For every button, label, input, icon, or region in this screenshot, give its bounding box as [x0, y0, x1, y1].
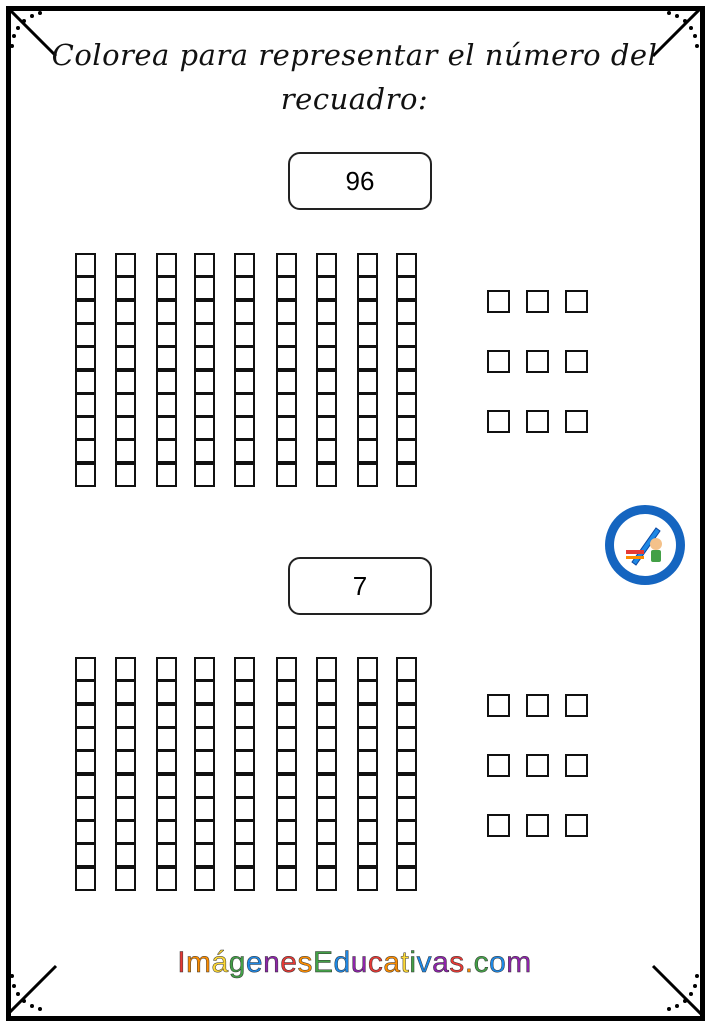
rod-unit-square[interactable]	[75, 300, 96, 324]
rod-unit-square[interactable]	[357, 393, 378, 417]
rod-unit-square[interactable]	[115, 750, 136, 774]
rod-unit-square[interactable]	[75, 820, 96, 844]
rod-unit-square[interactable]	[316, 843, 337, 867]
rod-unit-square[interactable]	[357, 797, 378, 821]
rod-unit-square[interactable]	[234, 439, 255, 463]
instruction-title-line-1: Colorea para representar el número del	[51, 38, 658, 72]
rod-unit-square[interactable]	[75, 463, 96, 487]
rod-unit-square[interactable]	[75, 276, 96, 300]
rod-unit-square[interactable]	[396, 393, 417, 417]
rod-unit-square[interactable]	[234, 867, 255, 891]
rod-unit-square[interactable]	[357, 704, 378, 728]
rod-unit-square[interactable]	[396, 704, 417, 728]
rod-unit-square[interactable]	[234, 750, 255, 774]
loose-unit-square[interactable]	[526, 754, 549, 777]
rod-unit-square[interactable]	[357, 253, 378, 277]
rod-unit-square[interactable]	[75, 346, 96, 370]
rod-unit-square[interactable]	[194, 843, 215, 867]
rod-unit-square[interactable]	[115, 393, 136, 417]
rod-unit-square[interactable]	[316, 416, 337, 440]
rod-unit-square[interactable]	[234, 323, 255, 347]
loose-unit-square[interactable]	[526, 350, 549, 373]
rod-unit-square[interactable]	[156, 727, 177, 751]
imagenes-educativas-logo	[604, 504, 686, 586]
rod-unit-square[interactable]	[396, 820, 417, 844]
rod-unit-square[interactable]	[357, 463, 378, 487]
rod-unit-square[interactable]	[115, 346, 136, 370]
rod-unit-square[interactable]	[234, 370, 255, 394]
rod-unit-square[interactable]	[276, 820, 297, 844]
rod-unit-square[interactable]	[115, 843, 136, 867]
rod-unit-square[interactable]	[396, 323, 417, 347]
rod-unit-square[interactable]	[156, 276, 177, 300]
rod-unit-square[interactable]	[115, 797, 136, 821]
rod-unit-square[interactable]	[156, 797, 177, 821]
rod-unit-square[interactable]	[357, 657, 378, 681]
rod-unit-square[interactable]	[357, 820, 378, 844]
loose-unit-square[interactable]	[526, 694, 549, 717]
rod-unit-square[interactable]	[234, 704, 255, 728]
rod-unit-square[interactable]	[115, 416, 136, 440]
rod-unit-square[interactable]	[75, 370, 96, 394]
rod-unit-square[interactable]	[357, 276, 378, 300]
rod-unit-square[interactable]	[234, 416, 255, 440]
rod-unit-square[interactable]	[234, 657, 255, 681]
rod-unit-square[interactable]	[396, 300, 417, 324]
rod-unit-square[interactable]	[234, 843, 255, 867]
rod-unit-square[interactable]	[194, 820, 215, 844]
rod-unit-square[interactable]	[396, 416, 417, 440]
rod-unit-square[interactable]	[194, 463, 215, 487]
rod-unit-square[interactable]	[156, 750, 177, 774]
rod-unit-square[interactable]	[316, 276, 337, 300]
rod-unit-square[interactable]	[396, 867, 417, 891]
loose-unit-square[interactable]	[487, 350, 510, 373]
rod-unit-square[interactable]	[396, 750, 417, 774]
rod-unit-square[interactable]	[357, 680, 378, 704]
rod-unit-square[interactable]	[194, 253, 215, 277]
rod-unit-square[interactable]	[276, 323, 297, 347]
rod-unit-square[interactable]	[357, 727, 378, 751]
rod-unit-square[interactable]	[316, 750, 337, 774]
rod-unit-square[interactable]	[316, 657, 337, 681]
rod-unit-square[interactable]	[396, 797, 417, 821]
rod-unit-square[interactable]	[115, 439, 136, 463]
rod-unit-square[interactable]	[276, 727, 297, 751]
rod-unit-square[interactable]	[276, 439, 297, 463]
rod-unit-square[interactable]	[156, 323, 177, 347]
rod-unit-square[interactable]	[316, 323, 337, 347]
rod-unit-square[interactable]	[156, 463, 177, 487]
rod-unit-square[interactable]	[276, 370, 297, 394]
rod-unit-square[interactable]	[75, 657, 96, 681]
rod-unit-square[interactable]	[396, 463, 417, 487]
rod-unit-square[interactable]	[316, 867, 337, 891]
rod-unit-square[interactable]	[156, 657, 177, 681]
rod-unit-square[interactable]	[194, 323, 215, 347]
rod-unit-square[interactable]	[276, 657, 297, 681]
rod-unit-square[interactable]	[156, 370, 177, 394]
rod-unit-square[interactable]	[234, 680, 255, 704]
rod-unit-square[interactable]	[234, 820, 255, 844]
rod-unit-square[interactable]	[276, 774, 297, 798]
number-box-2: 7	[288, 557, 432, 615]
rod-unit-square[interactable]	[234, 276, 255, 300]
rod-unit-square[interactable]	[194, 774, 215, 798]
rod-unit-square[interactable]	[396, 346, 417, 370]
rod-unit-square[interactable]	[115, 727, 136, 751]
rod-unit-square[interactable]	[316, 774, 337, 798]
rod-unit-square[interactable]	[156, 867, 177, 891]
rod-unit-square[interactable]	[396, 439, 417, 463]
rod-unit-square[interactable]	[75, 750, 96, 774]
rod-unit-square[interactable]	[194, 393, 215, 417]
footer-brand-text: ImágenesEducativas.com	[177, 946, 532, 979]
rod-unit-square[interactable]	[276, 867, 297, 891]
rod-unit-square[interactable]	[115, 253, 136, 277]
rod-unit-square[interactable]	[316, 439, 337, 463]
rod-unit-square[interactable]	[194, 680, 215, 704]
loose-unit-square[interactable]	[565, 410, 588, 433]
rod-unit-square[interactable]	[276, 704, 297, 728]
rod-unit-square[interactable]	[316, 704, 337, 728]
rod-unit-square[interactable]	[156, 346, 177, 370]
rod-unit-square[interactable]	[357, 867, 378, 891]
rod-unit-square[interactable]	[234, 300, 255, 324]
number-box-1: 96	[288, 152, 432, 210]
rod-unit-square[interactable]	[316, 797, 337, 821]
rod-unit-square[interactable]	[357, 416, 378, 440]
rod-unit-square[interactable]	[115, 774, 136, 798]
rod-unit-square[interactable]	[156, 300, 177, 324]
rod-unit-square[interactable]	[316, 727, 337, 751]
loose-unit-square[interactable]	[565, 350, 588, 373]
rod-unit-square[interactable]	[75, 843, 96, 867]
loose-unit-square[interactable]	[526, 410, 549, 433]
rod-unit-square[interactable]	[276, 276, 297, 300]
rod-unit-square[interactable]	[115, 704, 136, 728]
loose-unit-square[interactable]	[565, 290, 588, 313]
rod-unit-square[interactable]	[194, 797, 215, 821]
rod-unit-square[interactable]	[75, 727, 96, 751]
rod-unit-square[interactable]	[276, 463, 297, 487]
rod-unit-square[interactable]	[234, 393, 255, 417]
rod-unit-square[interactable]	[156, 820, 177, 844]
rod-unit-square[interactable]	[316, 346, 337, 370]
rod-unit-square[interactable]	[276, 797, 297, 821]
rod-unit-square[interactable]	[115, 867, 136, 891]
rod-unit-square[interactable]	[234, 253, 255, 277]
rod-unit-square[interactable]	[316, 370, 337, 394]
rod-unit-square[interactable]	[156, 680, 177, 704]
rod-unit-square[interactable]	[396, 727, 417, 751]
rod-unit-square[interactable]	[357, 439, 378, 463]
rod-unit-square[interactable]	[316, 463, 337, 487]
rod-unit-square[interactable]	[357, 843, 378, 867]
rod-unit-square[interactable]	[156, 393, 177, 417]
instruction-title-line-2: recuadro:	[280, 82, 429, 116]
rod-unit-square[interactable]	[357, 323, 378, 347]
rod-unit-square[interactable]	[276, 680, 297, 704]
loose-unit-square[interactable]	[565, 814, 588, 837]
rod-unit-square[interactable]	[115, 370, 136, 394]
rod-unit-square[interactable]	[234, 727, 255, 751]
rod-unit-square[interactable]	[75, 680, 96, 704]
loose-unit-square[interactable]	[487, 410, 510, 433]
rod-unit-square[interactable]	[276, 416, 297, 440]
rod-unit-square[interactable]	[115, 323, 136, 347]
rod-unit-square[interactable]	[396, 774, 417, 798]
rod-unit-square[interactable]	[115, 680, 136, 704]
loose-unit-square[interactable]	[526, 814, 549, 837]
rod-unit-square[interactable]	[276, 300, 297, 324]
loose-unit-square[interactable]	[565, 694, 588, 717]
rod-unit-square[interactable]	[396, 276, 417, 300]
loose-unit-square[interactable]	[526, 290, 549, 313]
rod-unit-square[interactable]	[234, 797, 255, 821]
rod-unit-square[interactable]	[156, 416, 177, 440]
rod-unit-square[interactable]	[194, 867, 215, 891]
rod-unit-square[interactable]	[115, 820, 136, 844]
rod-unit-square[interactable]	[276, 253, 297, 277]
rod-unit-square[interactable]	[156, 253, 177, 277]
loose-unit-square[interactable]	[565, 754, 588, 777]
rod-unit-square[interactable]	[194, 416, 215, 440]
rod-unit-square[interactable]	[156, 843, 177, 867]
loose-unit-square[interactable]	[487, 290, 510, 313]
rod-unit-square[interactable]	[194, 346, 215, 370]
rod-unit-square[interactable]	[276, 393, 297, 417]
rod-unit-square[interactable]	[75, 253, 96, 277]
rod-unit-square[interactable]	[396, 253, 417, 277]
rod-unit-square[interactable]	[357, 774, 378, 798]
rod-unit-square[interactable]	[115, 657, 136, 681]
rod-unit-square[interactable]	[316, 253, 337, 277]
rod-unit-square[interactable]	[396, 843, 417, 867]
rod-unit-square[interactable]	[396, 680, 417, 704]
rod-unit-square[interactable]	[156, 774, 177, 798]
rod-unit-square[interactable]	[194, 657, 215, 681]
rod-unit-square[interactable]	[75, 393, 96, 417]
rod-unit-square[interactable]	[357, 750, 378, 774]
rod-unit-square[interactable]	[75, 774, 96, 798]
rod-unit-square[interactable]	[194, 370, 215, 394]
loose-unit-square[interactable]	[487, 694, 510, 717]
rod-unit-square[interactable]	[75, 416, 96, 440]
rod-unit-square[interactable]	[75, 797, 96, 821]
rod-unit-square[interactable]	[115, 276, 136, 300]
rod-unit-square[interactable]	[194, 727, 215, 751]
rod-unit-square[interactable]	[316, 393, 337, 417]
rod-unit-square[interactable]	[194, 276, 215, 300]
rod-unit-square[interactable]	[234, 463, 255, 487]
rod-unit-square[interactable]	[316, 300, 337, 324]
footer-brand	[0, 946, 709, 980]
rod-unit-square[interactable]	[156, 704, 177, 728]
rod-unit-square[interactable]	[357, 300, 378, 324]
rod-unit-square[interactable]	[115, 300, 136, 324]
rod-unit-square[interactable]	[276, 843, 297, 867]
rod-unit-square[interactable]	[194, 704, 215, 728]
rod-unit-square[interactable]	[316, 820, 337, 844]
rod-unit-square[interactable]	[115, 463, 136, 487]
loose-unit-square[interactable]	[487, 814, 510, 837]
rod-unit-square[interactable]	[194, 750, 215, 774]
rod-unit-square[interactable]	[234, 774, 255, 798]
rod-unit-square[interactable]	[75, 439, 96, 463]
rod-unit-square[interactable]	[156, 439, 177, 463]
rod-unit-square[interactable]	[357, 346, 378, 370]
rod-unit-square[interactable]	[396, 370, 417, 394]
loose-unit-square[interactable]	[487, 754, 510, 777]
rod-unit-square[interactable]	[75, 323, 96, 347]
rod-unit-square[interactable]	[316, 680, 337, 704]
rod-unit-square[interactable]	[396, 657, 417, 681]
rod-unit-square[interactable]	[75, 867, 96, 891]
rod-unit-square[interactable]	[276, 346, 297, 370]
rod-unit-square[interactable]	[234, 346, 255, 370]
rod-unit-square[interactable]	[357, 370, 378, 394]
rod-unit-square[interactable]	[194, 439, 215, 463]
rod-unit-square[interactable]	[75, 704, 96, 728]
rod-unit-square[interactable]	[276, 750, 297, 774]
rod-unit-square[interactable]	[194, 300, 215, 324]
